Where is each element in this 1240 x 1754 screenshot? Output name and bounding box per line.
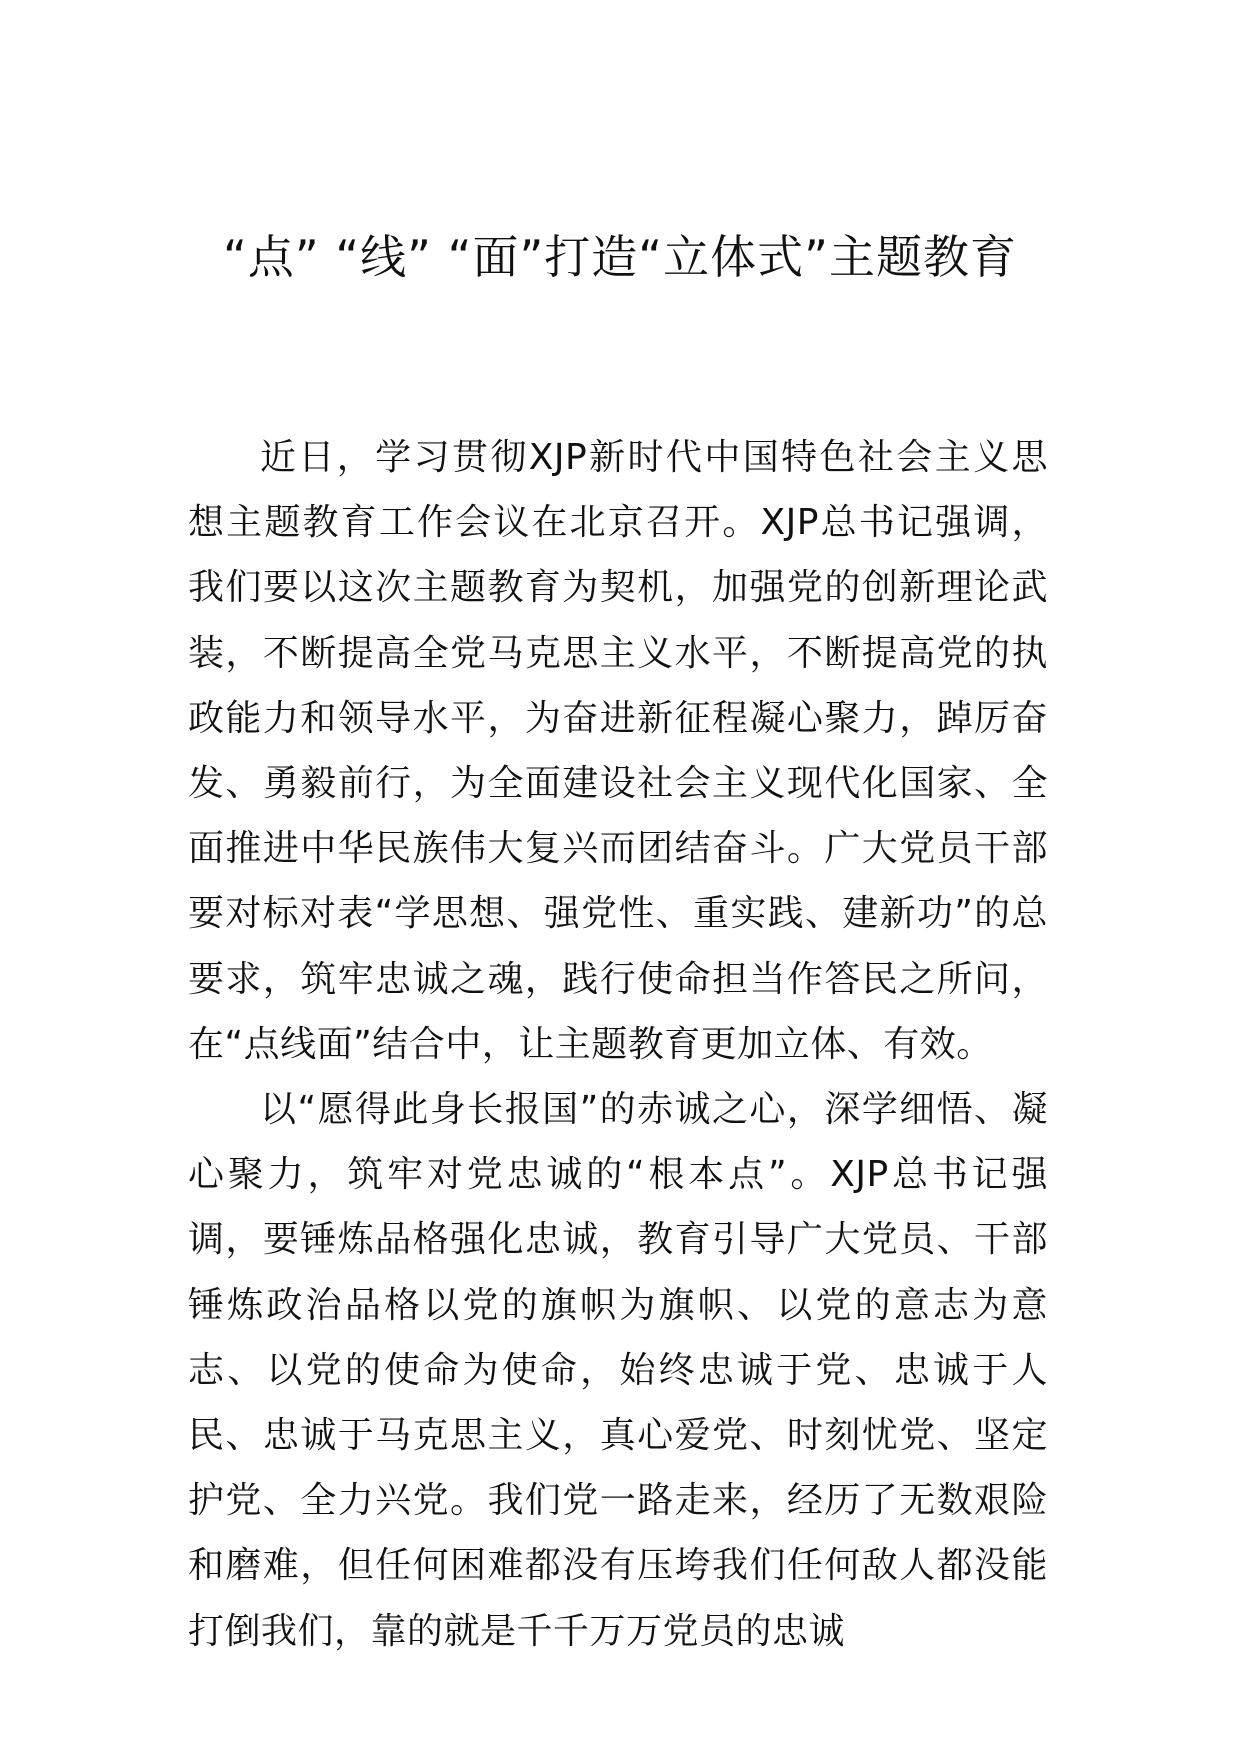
paragraph-1: 近日，学习贯彻XJP新时代中国特色社会主义思想主题教育工作会议在北京召开。XJP总书记强调，我们要以这次主题教育为契机，加强党的创新理论武装，不断提高全党马克思主义水平，不断提高党的执政能力和领导水平，为奋进新征程凝心聚力，踔厉奋发、勇毅前行，为全面建设社会主义现代化国家、全面推进中华民族伟大复兴而团结奋斗。广大党员干部要对标对表“学思想、强党性、重实践、建新功”的总要求，筑牢忠诚之魂，践行使命担当作答民之所问，在“点线面”结合中，让主题教育更加立体、有效。: [188, 437, 1048, 1065]
paragraph-2: 以“愿得此身长报国”的赤诚之心，深学细悟、凝心聚力，筑牢对党忠诚的“根本点”。XJP总书记强调，要锤炼品格强化忠诚，教育引导广大党员、干部锤炼政治品格以党的旗帜为旗帜、以党的意志为意志、以党的使命为使命，始终忠诚于党、忠诚于人民、忠诚于马克思主义，真心爱党、时刻忧党、坚定护党、全力兴党。我们党一路走来，经历了无数艰险和磨难，但任何困难都没有压垮我们任何敌人都没能打倒我们，靠的就是千千万万党员的忠诚: [188, 1089, 1048, 1652]
document-title: “点” “线” “面”打造“立体式”主题教育: [223, 230, 1017, 284]
document-body: [188, 425, 1048, 1664]
